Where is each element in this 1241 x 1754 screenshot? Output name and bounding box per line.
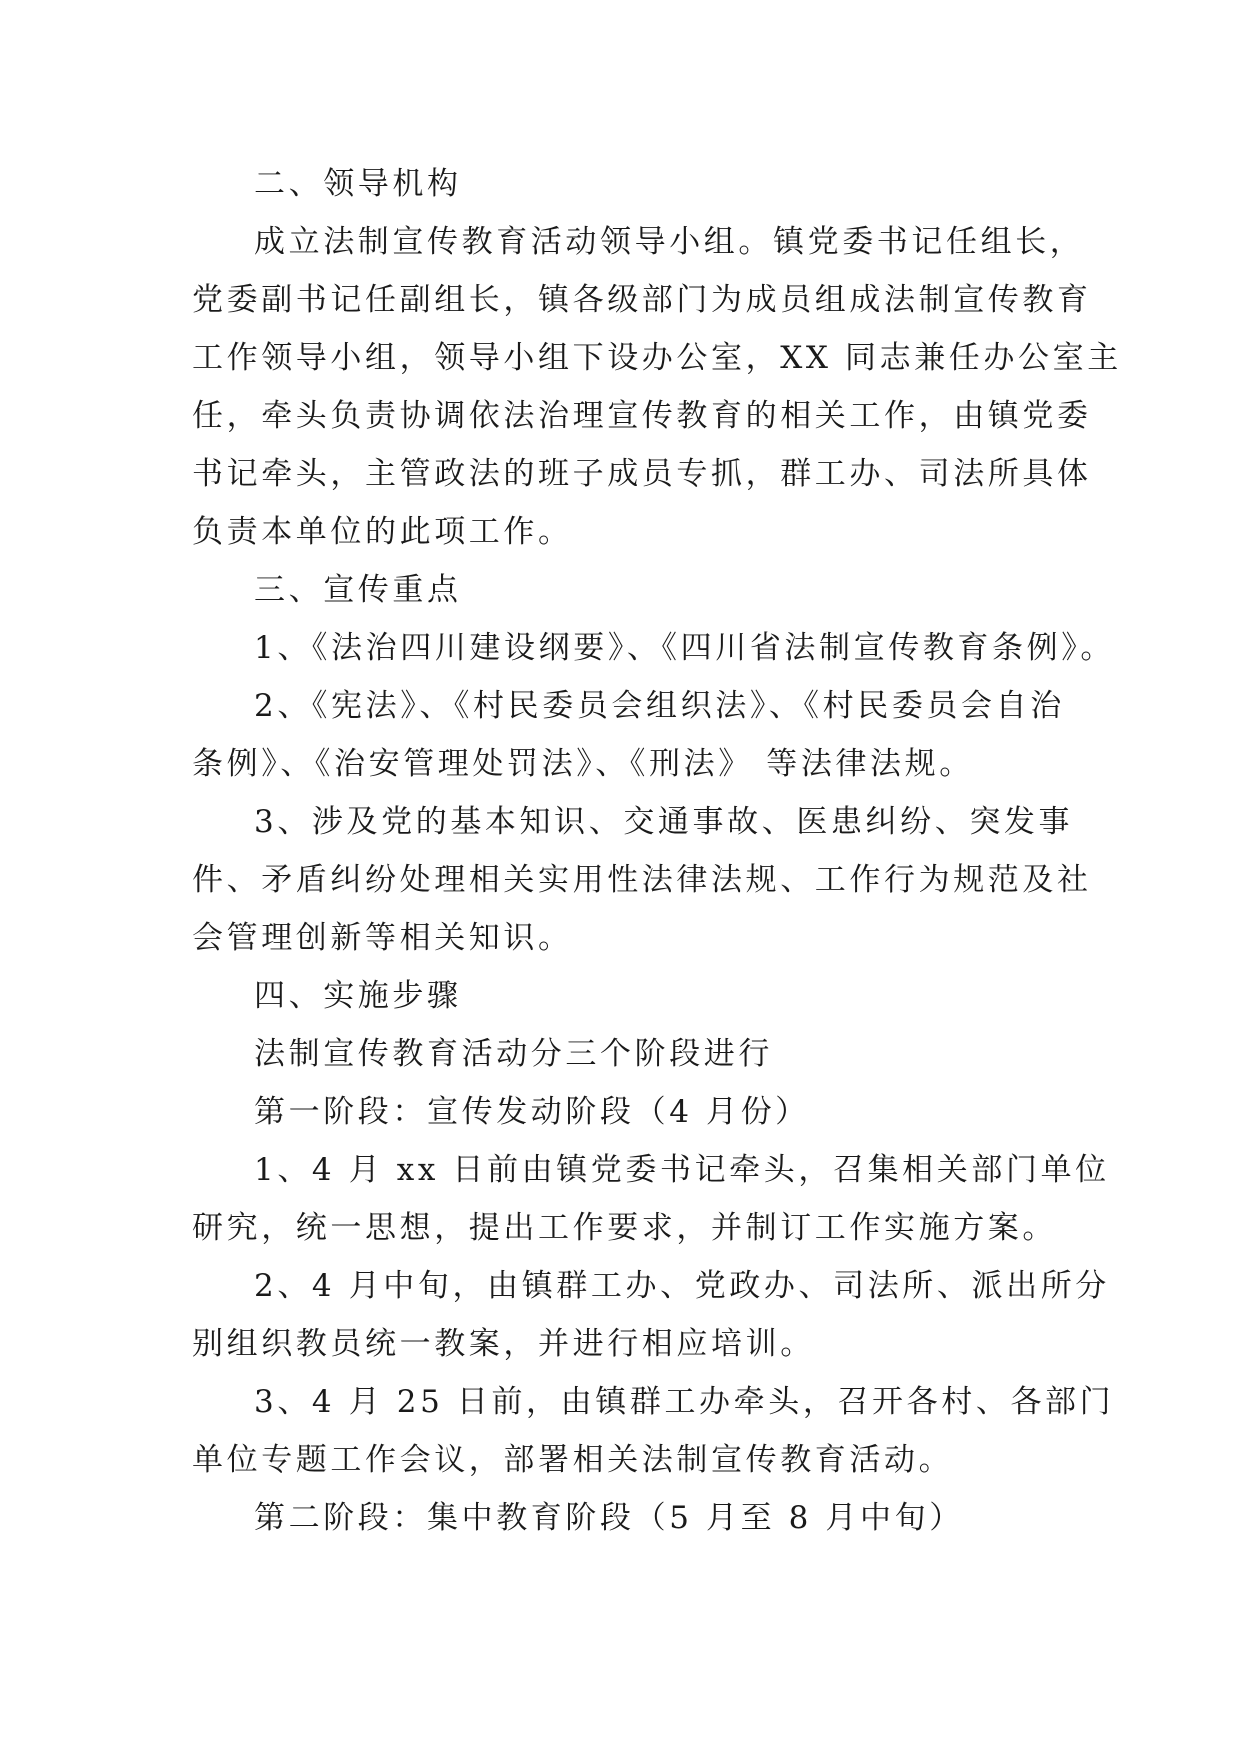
- paragraph-line: 2、4 月中旬，由镇群工办、党政办、司法所、派出所分: [254, 1268, 1110, 1304]
- paragraph-line: 成立法制宣传教育活动领导小组。镇党委书记任组长，: [254, 224, 1085, 260]
- paragraph-line: 负责本单位的此项工作。: [192, 514, 573, 550]
- paragraph-line: 2、《宪法》、《村民委员会组织法》、《村民委员会自治: [254, 688, 1065, 724]
- paragraph-line: 单位专题工作会议，部署相关法制宣传教育活动。: [192, 1442, 954, 1478]
- heading-leadership: 二、领导机构: [254, 166, 462, 202]
- paragraph-line: 3、4 月 25 日前，由镇群工办牵头，召开各村、各部门: [254, 1384, 1115, 1420]
- heading-implementation-steps: 四、实施步骤: [254, 978, 462, 1014]
- paragraph-line: 书记牵头，主管政法的班子成员专抓，群工办、司法所具体: [192, 456, 1092, 492]
- paragraph-line: 1、《法治四川建设纲要》、《四川省法制宣传教育条例》。: [254, 630, 1115, 666]
- stage-heading: 第二阶段：集中教育阶段（5 月至 8 月中旬）: [254, 1500, 964, 1536]
- paragraph-line: 1、4 月 xx 日前由镇党委书记牵头，召集相关部门单位: [254, 1152, 1110, 1188]
- paragraph-line: 研究，统一思想，提出工作要求，并制订工作实施方案。: [192, 1210, 1057, 1246]
- paragraph-line: 件、矛盾纠纷处理相关实用性法律法规、工作行为规范及社: [192, 862, 1092, 898]
- paragraph-line: 3、涉及党的基本知识、交通事故、医患纠纷、突发事: [254, 804, 1074, 840]
- paragraph-line: 别组织教员统一教案，并进行相应培训。: [192, 1326, 815, 1362]
- paragraph-line: 工作领导小组，领导小组下设办公室，XX 同志兼任办公室主: [192, 340, 1122, 376]
- paragraph-line: 条例》、《治安管理处罚法》、《刑法》 等法律法规。: [192, 746, 974, 782]
- stage-heading: 第一阶段：宣传发动阶段（4 月份）: [254, 1094, 810, 1130]
- paragraph-line: 会管理创新等相关知识。: [192, 920, 573, 956]
- paragraph-line: 任，牵头负责协调依法治理宣传教育的相关工作，由镇党委: [192, 398, 1092, 434]
- paragraph-line: 党委副书记任副组长，镇各级部门为成员组成法制宣传教育: [192, 282, 1092, 318]
- paragraph-line: 法制宣传教育活动分三个阶段进行: [254, 1036, 773, 1072]
- heading-publicity-focus: 三、宣传重点: [254, 572, 462, 608]
